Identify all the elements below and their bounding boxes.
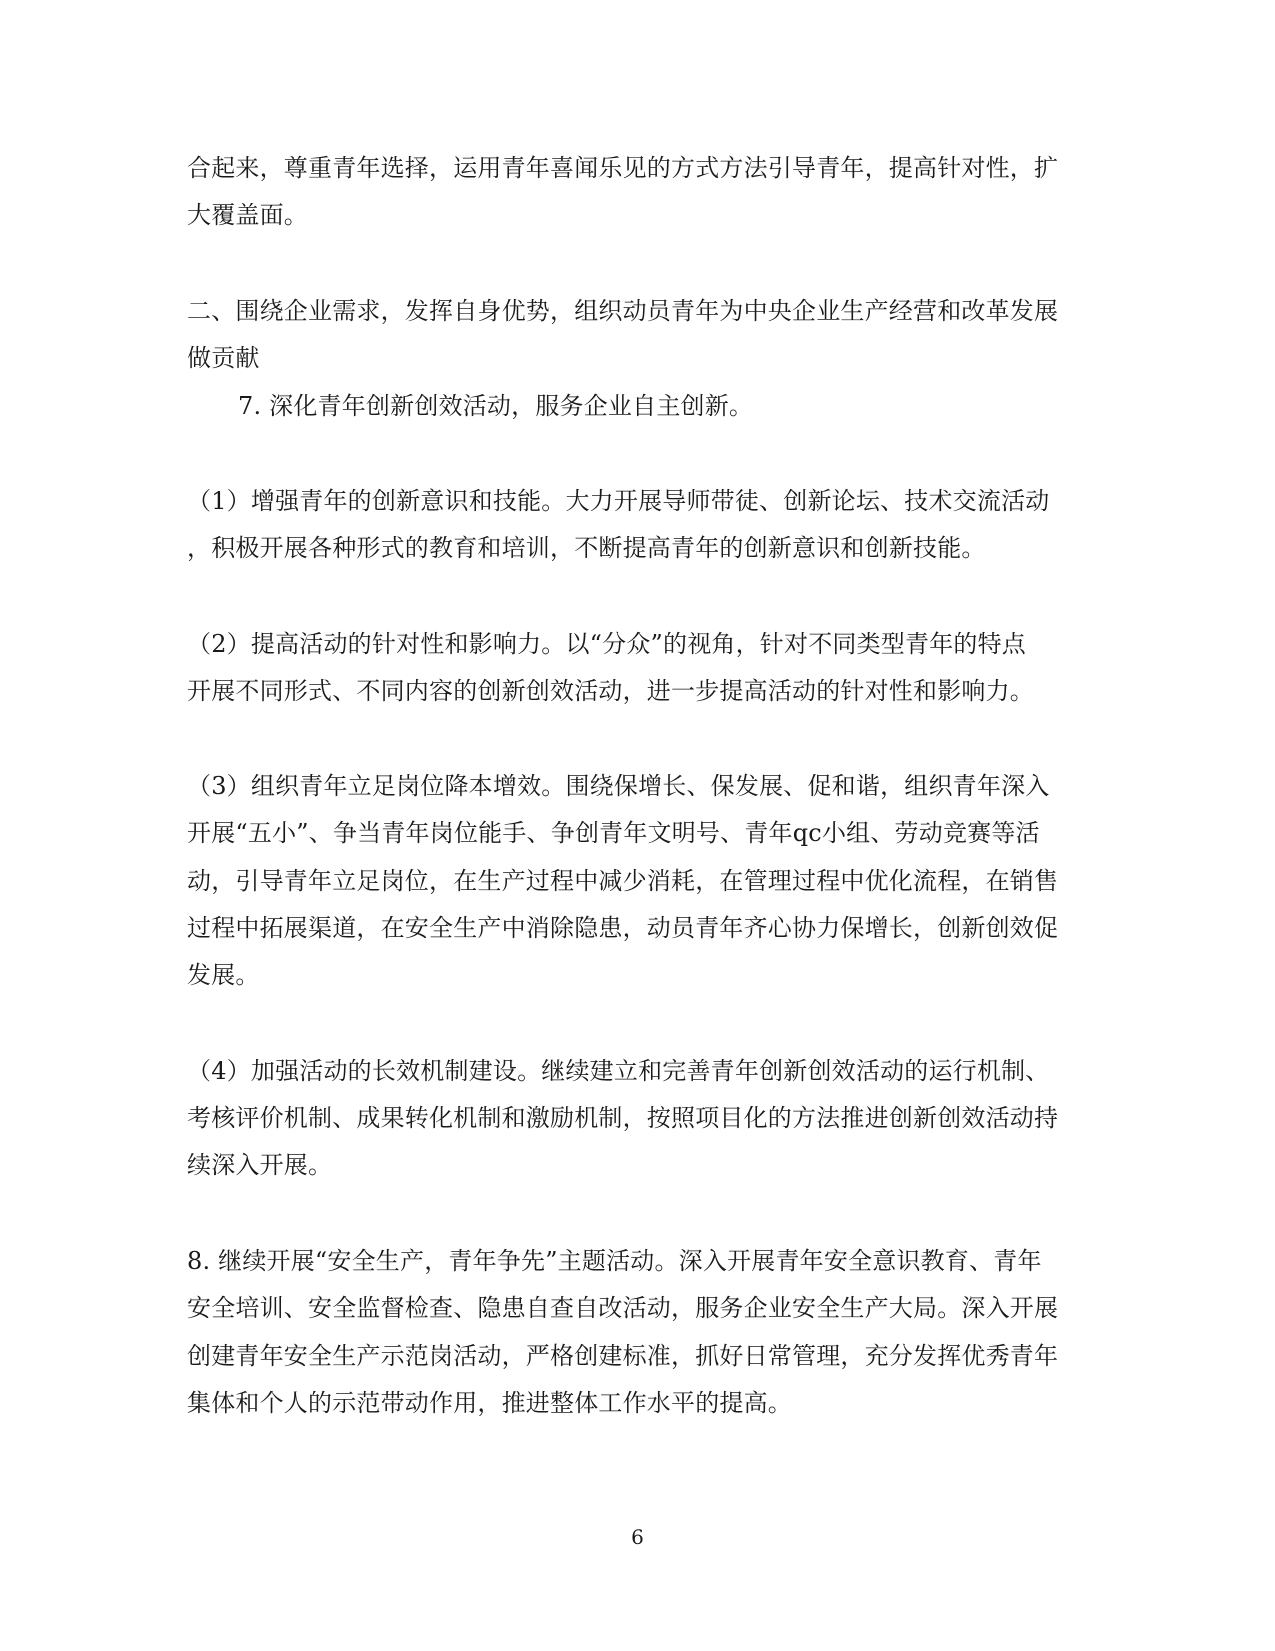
text-line: ，积极开展各种形式的教育和培训，不断提高青年的创新意识和创新技能。 xyxy=(187,534,986,562)
text-line: 考核评价机制、成果转化机制和激励机制，按照项目化的方法推进创新创效活动持 xyxy=(187,1104,1059,1132)
text-line: 过程中拓展渠道，在安全生产中消除隐患，动员青年齐心协力保增长，创新创效促 xyxy=(187,914,1059,942)
text-line: 8. 继续开展“安全生产，青年争先”主题活动。深入开展青年安全意识教育、青年 xyxy=(187,1247,1042,1275)
section-heading: 二、围绕企业需求，发挥自身优势，组织动员青年为中央企业生产经营和改革发展 xyxy=(187,297,1059,325)
text-line: 安全培训、安全监督检查、隐患自查自改活动，服务企业安全生产大局。深入开展 xyxy=(187,1294,1059,1322)
text-line: 集体和个人的示范带动作用，推进整体工作水平的提高。 xyxy=(187,1389,792,1417)
text-line: 大覆盖面。 xyxy=(187,201,308,229)
text-line: （2）提高活动的针对性和影响力。以“分众”的视角，针对不同类型青年的特点 xyxy=(187,630,1027,658)
text-line: 合起来，尊重青年选择，运用青年喜闻乐见的方式方法引导青年，提高针对性，扩 xyxy=(187,154,1059,182)
text-line: 开展不同形式、不同内容的创新创效活动，进一步提高活动的针对性和影响力。 xyxy=(187,677,1034,705)
page-number: 6 xyxy=(631,1525,644,1549)
text-line: 开展“五小”、争当青年岗位能手、争创青年文明号、青年qc小组、劳动竞赛等活 xyxy=(187,819,1040,847)
section-heading: 做贡献 xyxy=(187,344,260,372)
text-line: 发展。 xyxy=(187,961,260,989)
text-line: （1）增强青年的创新意识和技能。大力开展导师带徒、创新论坛、技术交流活动 xyxy=(187,487,1050,515)
text-line: （4）加强活动的长效机制建设。继续建立和完善青年创新创效活动的运行机制、 xyxy=(187,1057,1050,1085)
text-line: 创建青年安全生产示范岗活动，严格创建标准，抓好日常管理，充分发挥优秀青年 xyxy=(187,1342,1059,1370)
item-heading: 7. 深化青年创新创效活动，服务企业自主创新。 xyxy=(238,392,754,420)
text-line: 动，引导青年立足岗位，在生产过程中减少消耗，在管理过程中优化流程，在销售 xyxy=(187,867,1059,895)
text-line: （3）组织青年立足岗位降本增效。围绕保增长、保发展、促和谐，组织青年深入 xyxy=(187,772,1050,800)
text-line: 续深入开展。 xyxy=(187,1151,333,1179)
